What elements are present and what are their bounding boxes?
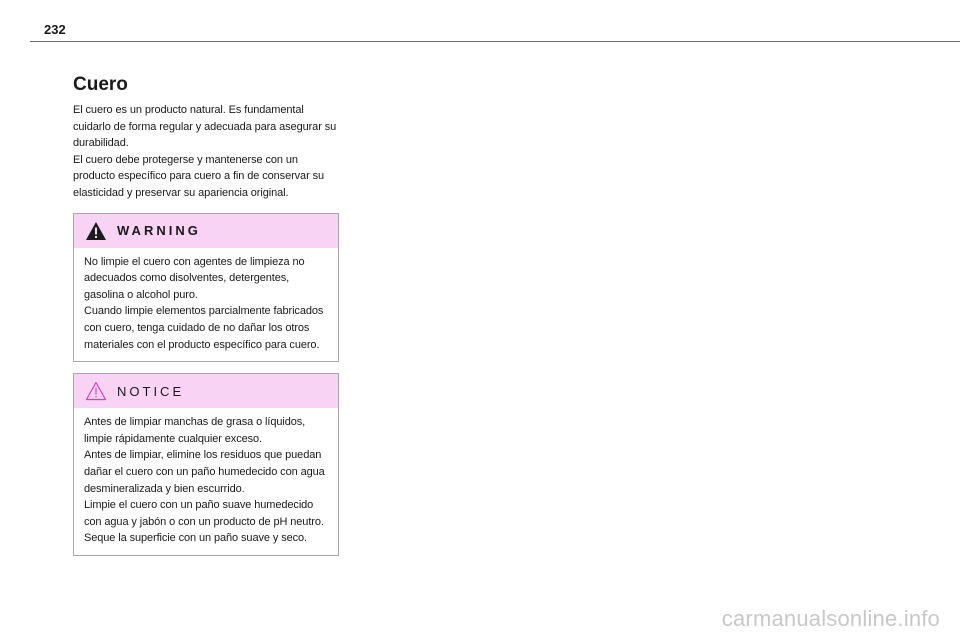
warning-header [74, 214, 338, 248]
notice-paragraph-4: Seque la superficie con un paño suave y seco. [84, 532, 307, 545]
notice-paragraph-1: Antes de limpiar manchas de grasa o líquidos, limpie rápidamente cualquier exceso. [84, 416, 306, 445]
intro-paragraph-1: El cuero es un producto natural. Es fundamental cuidarlo de forma regular y adecuada para asegurar su durabilidad. [73, 104, 337, 150]
notice-paragraph-2: Antes de limpiar, elimine los residuos que puedan dañar el cuero con un paño humedecido con agua desmineralizada y bien escurrido. [84, 449, 325, 495]
notice-body [74, 408, 338, 555]
intro-paragraph-2: El cuero debe protegerse y mantenerse con un producto específico para cuero a fin de conservar su elasticidad y preservar su apariencia original. [73, 153, 325, 199]
warning-body [74, 248, 338, 362]
warning-triangle-icon [85, 221, 107, 241]
warning-paragraph-1: No limpie el cuero con agentes de limpieza no adecuados como disolventes, detergentes, gasolina o alcohol puro. [84, 255, 305, 301]
notice-label: NOTICE [117, 383, 185, 399]
warning-paragraph-2: Cuando limpie elementos parcialmente fabricados con cuero, tenga cuidado de no dañar los otros materiales con el producto específico para cuero. [84, 305, 324, 351]
page-number: 232 [44, 22, 66, 37]
header-divider [30, 41, 960, 42]
notice-header [74, 374, 338, 408]
warning-box [73, 213, 339, 363]
section-title: Cuero [73, 74, 128, 95]
warning-label: WARNING [117, 223, 201, 239]
notice-triangle-icon [85, 381, 107, 401]
notice-box [73, 373, 339, 556]
intro-text [73, 102, 339, 202]
watermark: carmanualsonline.info [721, 606, 940, 631]
notice-paragraph-3: Limpie el cuero con un paño suave humedecido con agua y jabón o con un producto de pH neutro. [84, 499, 324, 528]
content-column [73, 74, 339, 556]
